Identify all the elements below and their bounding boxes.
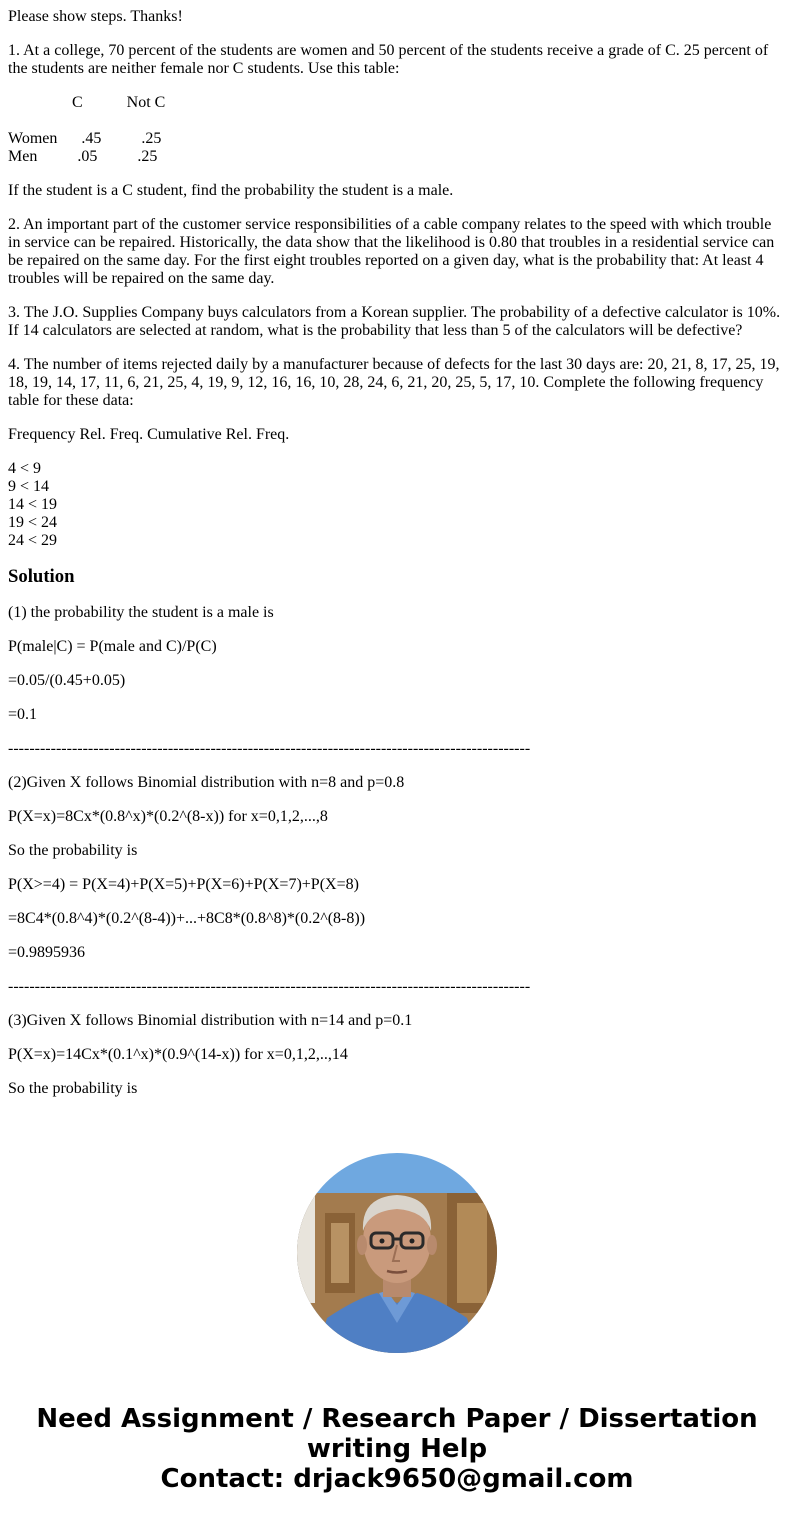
solution-line: So the probability is (8, 842, 138, 859)
banner-line: writing Help (306, 1434, 488, 1464)
question-2-text: 2. An important part of the customer service responsibilities of a cable company relates to the speed with which trouble in service can be repaired. Historically, the data show that the likelihood is 0.80 that troubles in a residential service can be repaired on the same day. For the first eight troubles reported on a given day, what is the probability that: At least 4 troubles will be repaired on the same day. (8, 216, 775, 287)
solution-line: =0.1 (8, 706, 38, 723)
solution-line: =0.05/(0.45+0.05) (8, 672, 126, 689)
intro-text: Please show steps. Thanks! (8, 8, 183, 25)
solution-divider: -------------------------------------------------------------------------------------------------- (8, 740, 531, 757)
banner-line: Need Assignment / Research Paper / Dissertation (36, 1404, 758, 1434)
solution-line: P(male|C) = P(male and C)/P(C) (8, 638, 217, 655)
person-portrait-icon (297, 1153, 497, 1353)
solution-line: So the probability is (8, 1080, 138, 1097)
solution-line: (2)Given X follows Binomial distribution with n=8 and p=0.8 (8, 774, 405, 791)
solution-heading: Solution (8, 566, 75, 587)
question-3-text: 3. The J.O. Supplies Company buys calculators from a Korean supplier. The probability of a defective calculator is 10%. If 14 calculators are selected at random, what is the probability that less than 5 of the calculators will be defective? (8, 304, 781, 339)
frequency-table-classes: 4 < 9 9 < 14 14 < 19 19 < 24 24 < 29 (8, 460, 58, 549)
question-1-question: If the student is a C student, find the probability the student is a male. (8, 182, 454, 199)
solution-line: =0.9895936 (8, 944, 86, 961)
contact-banner (0, 1404, 794, 1494)
question-1-table: C Not C Women .45 .25 Men .05 .25 (8, 94, 166, 165)
question-4-text: 4. The number of items rejected daily by a manufacturer because of defects for the last 30 days are: 20, 21, 8, 17, 25, 19, 18, 19, 14, 17, 11, 6, 21, 25, 4, 19, 9, 12, 16, 16, 10, 28, 24, 6, 21, 20, 25, 5, 17, 10. Complete the following frequency table for these data: (8, 356, 780, 409)
solution-line: P(X=x)=14Cx*(0.1^x)*(0.9^(14-x)) for x=0,1,2,..,14 (8, 1046, 348, 1063)
solution-line: P(X>=4) = P(X=4)+P(X=5)+P(X=6)+P(X=7)+P(X=8) (8, 876, 359, 893)
solution-divider: -------------------------------------------------------------------------------------------------- (8, 978, 531, 995)
solution-line: =8C4*(0.8^4)*(0.2^(8-4))+...+8C8*(0.8^8)*(0.2^(8-8)) (8, 910, 366, 927)
author-photo (297, 1153, 497, 1353)
solution-line: (3)Given X follows Binomial distribution with n=14 and p=0.1 (8, 1012, 413, 1029)
solution-line: P(X=x)=8Cx*(0.8^x)*(0.2^(8-x)) for x=0,1,2,...,8 (8, 808, 328, 825)
frequency-table-header: Frequency Rel. Freq. Cumulative Rel. Freq. (8, 426, 290, 443)
solution-line: (1) the probability the student is a male is (8, 604, 274, 621)
document-body (8, 8, 786, 1114)
question-1-text: 1. At a college, 70 percent of the students are women and 50 percent of the students receive a grade of C. 25 percent of the students are neither female nor C students. Use this table: (8, 42, 769, 77)
contact-email: Contact: drjack9650@gmail.com (160, 1464, 634, 1494)
